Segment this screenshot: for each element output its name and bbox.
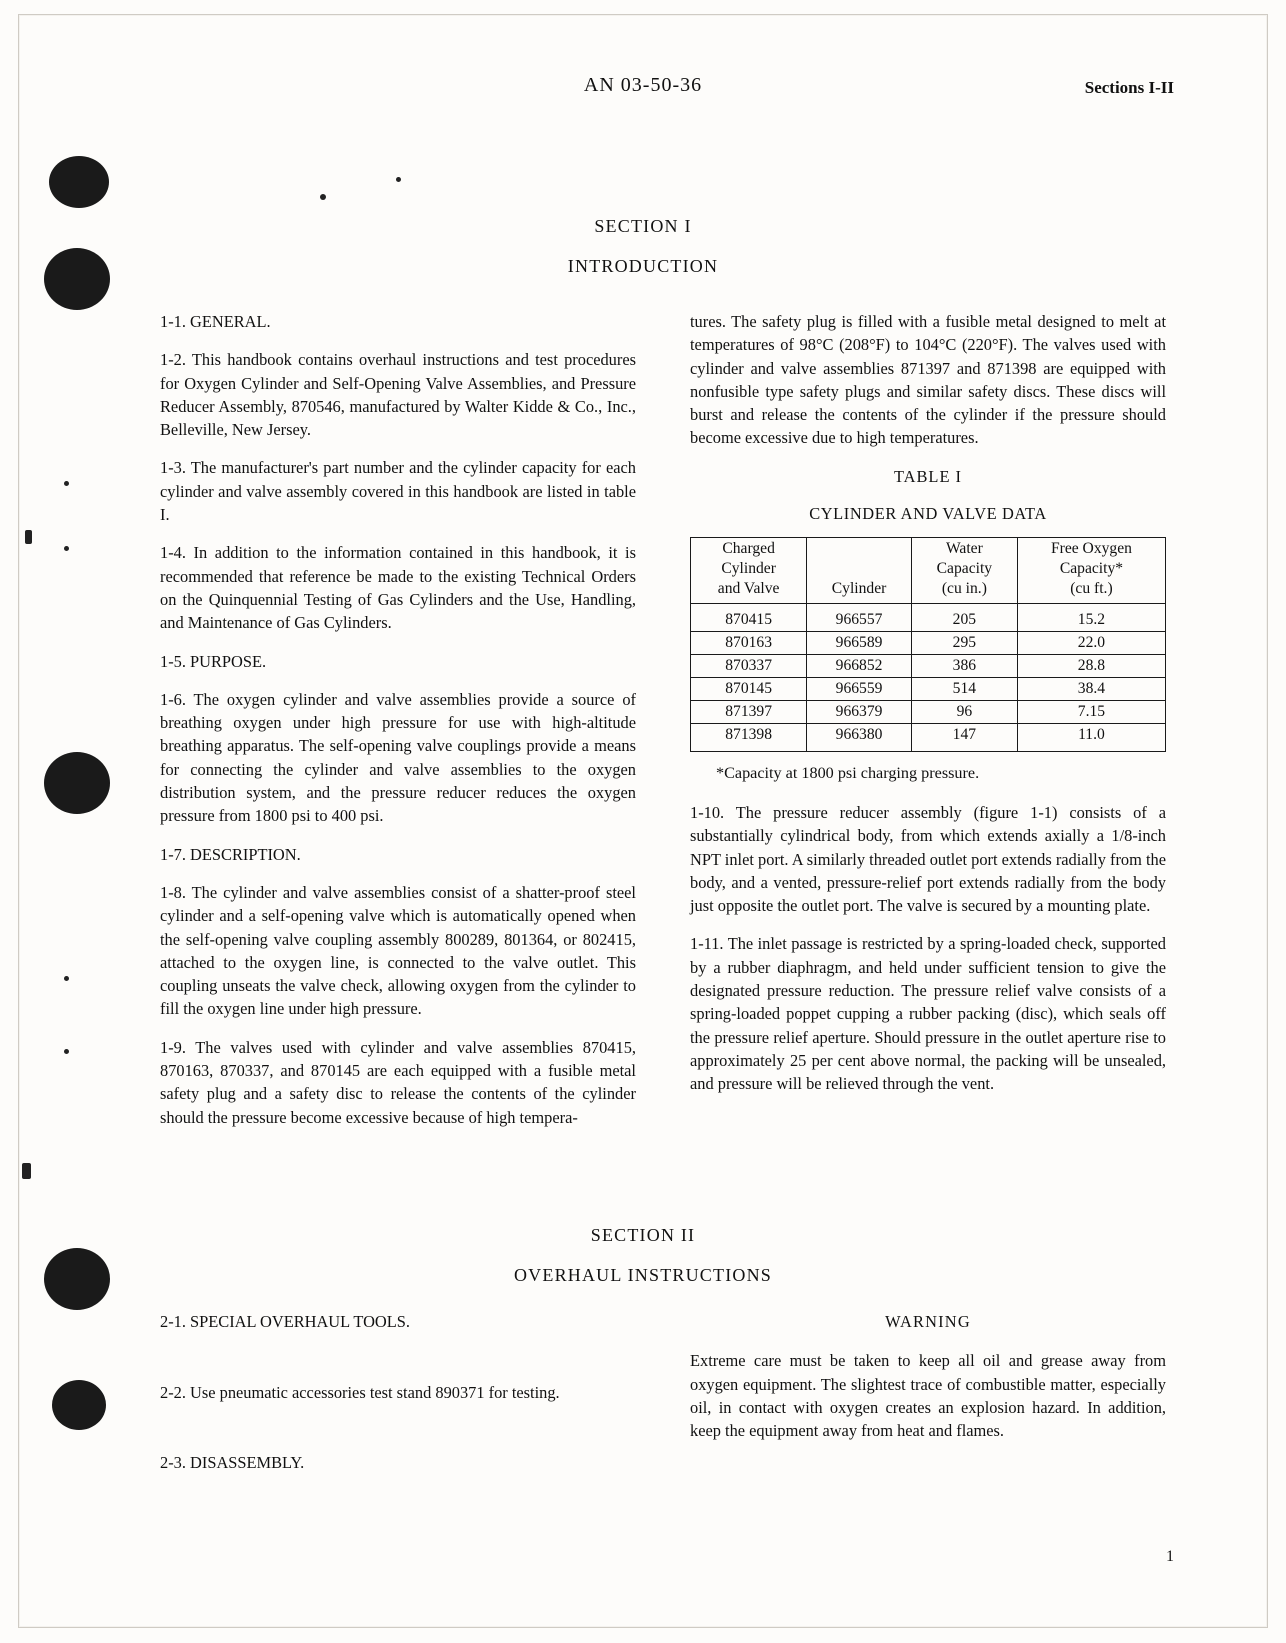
scan-speck (64, 481, 69, 486)
section-1-right-column (690, 310, 1166, 1111)
page-number: 1 (1166, 1548, 1174, 1565)
header-line: Capacity (936, 560, 993, 578)
cell-free-oxygen-capacity: 28.8 (1017, 655, 1165, 678)
cell-cylinder: 966589 (807, 632, 912, 655)
cell-charged-cylinder: 871398 (691, 724, 807, 752)
table-header-row (691, 538, 1166, 604)
table-label: TABLE I (893, 466, 963, 486)
cell-cylinder: 966379 (807, 701, 912, 724)
cell-charged-cylinder: 870145 (691, 678, 807, 701)
cell-water-capacity: 96 (911, 701, 1017, 724)
paragraph-1-6: 1-6. The oxygen cylinder and valve assemblies provide a source of breathing oxygen under high pressure for use with high-altitude breathing apparatus. The self-opening valve couplings provide a means for connecting the cylinder and valve assemblies to the oxygen distribution system, and the pressure reducer reduces the oxygen pressure from 1800 psi to 400 psi. (160, 689, 636, 826)
punch-hole (44, 752, 110, 814)
column-header-charged-cylinder-and-valve (691, 538, 807, 604)
cell-water-capacity: 514 (911, 678, 1017, 701)
paragraph-1-10: 1-10. The pressure reducer assembly (figure 1-1) consists of a substantially cylindrical body, from which extends axially a 1/8-inch NPT inlet port. A similarly threaded outlet port extends radially from the body, and a vented, pressure-relief port extends radially from the body just opposite the outlet port. The valve is secured by a mounting plate. (690, 802, 1166, 916)
paragraph-2-3: 2-3. DISASSEMBLY. (160, 1452, 305, 1472)
header-line: Water (945, 540, 983, 558)
scan-speck (64, 546, 69, 551)
punch-hole (49, 156, 109, 208)
column-header-water-capacity (911, 538, 1017, 604)
cell-cylinder: 966559 (807, 678, 912, 701)
header-line: Capacity* (1059, 560, 1124, 578)
scan-speck (25, 530, 32, 544)
cell-charged-cylinder: 870163 (691, 632, 807, 655)
header-line: (cu ft.) (1070, 580, 1113, 598)
punch-hole (52, 1380, 106, 1430)
paragraph-1-8: 1-8. The cylinder and valve assemblies consist of a shatter-proof steel cylinder and a self-opening valve which is automatically opened when the self-opening valve coupling assembly 800289, 801364, or 802415, attached to the oxygen line, is connected to the valve outlet. This coupling unseats the valve check, allowing oxygen from the cylinder to fill the oxygen line under high pressure. (160, 882, 636, 1019)
paragraph-2-1: 2-1. SPECIAL OVERHAUL TOOLS. (160, 1312, 410, 1331)
paragraph-1-7: 1-7. DESCRIPTION. (160, 844, 301, 864)
section-2-left-column (160, 1310, 636, 1489)
cell-charged-cylinder: 871397 (691, 701, 807, 724)
paragraph-1-4: 1-4. In addition to the information contained in this handbook, it is recommended that reference be made to the existing Technical Orders on the Quinquennial Testing of Gas Cylinders and the Use, Handling, and Maintenance of Gas Cylinders. (160, 543, 636, 633)
document-number: AN 03-50-36 (583, 74, 703, 96)
paragraph-1-9-continued: tures. The safety plug is filled with a fusible metal designed to melt at temperatures of 98°C (208°F) to 104°C (220°F). The valves used with cylinder and valve assemblies 871397 and 871398 are equipped with nonfusible type safety plugs and similar safety discs. These discs will burst and release the contents of the cylinder if the pressure should become excessive due to high temperatures. (690, 312, 1166, 448)
section-1-subtitle: INTRODUCTION (567, 256, 719, 276)
cell-water-capacity: 205 (911, 604, 1017, 632)
cell-charged-cylinder: 870415 (691, 604, 807, 632)
cell-cylinder: 966557 (807, 604, 912, 632)
header-line: Free Oxygen (1050, 540, 1132, 558)
section-1-title: SECTION I (594, 216, 692, 236)
table-caption: CYLINDER AND VALVE DATA (809, 504, 1047, 524)
paragraph-1-2: 1-2. This handbook contains overhaul instructions and test procedures for Oxygen Cylinder and Self-Opening Valve Assemblies, and Pressure Reducer Assembly, 870546, manufactured by Walter Kidde & Co., Inc., Belleville, New Jersey. (160, 350, 636, 440)
cell-charged-cylinder: 870337 (691, 655, 807, 678)
header-line: (cu in.) (941, 580, 987, 598)
table-row (691, 655, 1166, 678)
paragraph-1-11: 1-11. The inlet passage is restricted by a spring-loaded check, supported by a rubber diaphragm, and held under sufficient tension to give the designated pressure reduction. The pressure relief valve consists of a spring-loaded poppet cupping a rubber packing (disc), which seals off the pressure relief aperture. Should pressure in the outlet aperture rise to approximately 25 per cent above normal, the packing will be unsealed, and pressure will be relieved through the vent. (690, 934, 1166, 1094)
table-row (691, 632, 1166, 655)
table-row (691, 724, 1166, 752)
cell-cylinder: 966852 (807, 655, 912, 678)
header-line: Charged (722, 540, 775, 558)
cell-water-capacity: 295 (911, 632, 1017, 655)
section-2-title: SECTION II (590, 1225, 696, 1245)
section-2-right-column (690, 1310, 1166, 1457)
table-row (691, 604, 1166, 632)
cell-free-oxygen-capacity: 15.2 (1017, 604, 1165, 632)
warning-title: WARNING (885, 1312, 971, 1331)
paragraph-1-9: 1-9. The valves used with cylinder and valve assemblies 870415, 870163, 870337, and 870145 are each equipped with a fusible metal safety plug and a safety disc to release the contents of the cylinder should the pressure become excessive because of high tempera- (160, 1037, 636, 1127)
header-line: Cylinder (721, 560, 776, 578)
scan-speck (396, 177, 401, 182)
paragraph-1-3: 1-3. The manufacturer's part number and the cylinder capacity for each cylinder and valve assembly covered in this handbook are listed in table I. (160, 458, 636, 525)
cell-water-capacity: 386 (911, 655, 1017, 678)
paragraph-2-2: 2-2. Use pneumatic accessories test stand 890371 for testing. (160, 1383, 560, 1403)
column-header-free-oxygen-capacity (1017, 538, 1165, 604)
scan-speck (22, 1163, 31, 1179)
header-line: and Valve (717, 580, 780, 598)
table-footnote: *Capacity at 1800 psi charging pressure. (716, 763, 980, 782)
cell-free-oxygen-capacity: 38.4 (1017, 678, 1165, 701)
paragraph-1-5: 1-5. PURPOSE. (160, 651, 267, 671)
section-2-subtitle: OVERHAUL INSTRUCTIONS (513, 1265, 773, 1285)
scan-speck (64, 976, 69, 981)
cell-water-capacity: 147 (911, 724, 1017, 752)
paragraph-1-1: 1-1. GENERAL. (160, 312, 271, 331)
table-row (691, 678, 1166, 701)
cell-free-oxygen-capacity: 22.0 (1017, 632, 1165, 655)
scan-speck (320, 194, 326, 200)
scan-speck (64, 1049, 69, 1054)
cell-free-oxygen-capacity: 11.0 (1017, 724, 1165, 752)
header-line: Cylinder (831, 580, 887, 598)
warning-text: Extreme care must be taken to keep all oil and grease away from oxygen equipment. The slightest trace of combustible matter, especially oil, in contact with oxygen creates an explosion hazard. In addition, keep the equipment away from heat and flames. (690, 1351, 1166, 1441)
cylinder-and-valve-data-table (690, 537, 1166, 752)
section-1-left-column (160, 310, 636, 1144)
header-sections-label: Sections I-II (1084, 78, 1174, 97)
cell-cylinder: 966380 (807, 724, 912, 752)
cell-free-oxygen-capacity: 7.15 (1017, 701, 1165, 724)
column-header-cylinder (807, 538, 912, 604)
table-row (691, 701, 1166, 724)
